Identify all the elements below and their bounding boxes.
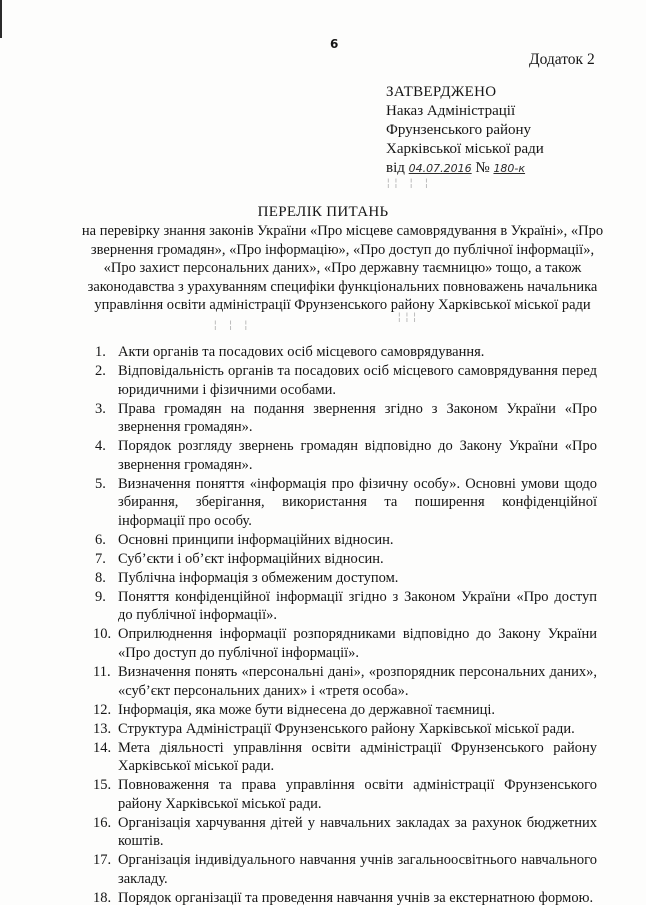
question-number: 4. <box>95 438 106 455</box>
approval-line: Наказ Адміністрації <box>386 103 516 119</box>
question-text: Визначення поняття «інформація про фізичну особу». Основні умови щодо збирання, зберігання, використання та поширення конфіденційної інформації про особу. <box>118 475 597 529</box>
questions-list <box>95 343 597 908</box>
question-number: 2. <box>95 362 106 379</box>
question-number: 9. <box>95 588 106 605</box>
question-item <box>95 569 597 588</box>
question-text: Акти органів та посадових осіб місцевого самоврядування. <box>118 344 485 360</box>
question-text: Оприлюднення інформації розпорядниками відповідно до Закону України «Про доступ до публічної інформації». <box>118 626 597 662</box>
question-item <box>95 663 597 700</box>
handwritten-date: 04.07.2016 <box>408 162 472 175</box>
question-number: 11. <box>93 664 111 680</box>
question-text: Визначення понять «персональні дані», «розпорядник персональних даних», «суб’єкт персональних даних» і «третя особа». <box>118 664 597 699</box>
approval-line: Фрунзенського району <box>386 122 532 138</box>
question-number: 5. <box>95 475 106 492</box>
question-text: Повноваження та права управління освіти адміністрації Фрунзенського району Харківської міської ради. <box>118 777 597 812</box>
page-number: 6 <box>330 37 339 51</box>
approval-line: Харківської міської ради <box>386 141 544 157</box>
question-item <box>95 588 597 625</box>
scan-artifact: ¦¦ ¦ ¦ <box>385 176 431 189</box>
question-number: 1. <box>95 344 106 360</box>
question-item <box>95 550 597 569</box>
document-subtitle: на перевірку знання законів України «Про місцеве самоврядування в Україні», «Про звернення громадян», «Про інформацію», «Про доступ до публічної інформації», «Про захист персональних даних», «Про державну таємницю» тощо, а також законодавства з урахуванням специфіки функціональних повноважень начальника управління освіти адміністрації Фрунзенського району Харківської міської ради <box>81 223 604 313</box>
question-number: 18. <box>93 889 112 906</box>
question-text: Відповідальність органів та посадових осіб місцевого самоврядування перед юридичними і фізичними особами. <box>118 362 597 398</box>
question-item <box>95 400 597 437</box>
question-text: Порядок розгляду звернень громадян відповідно до Закону України «Про звернення громадян». <box>118 438 597 473</box>
question-item <box>95 776 597 813</box>
scan-artifact: ¦ ¦ ¦ <box>212 318 251 331</box>
question-number: 13. <box>93 720 112 737</box>
approval-block <box>386 83 626 178</box>
question-item <box>95 475 597 531</box>
question-text: Порядок організації та проведення навчання учнів за екстернатною формою. <box>118 889 594 906</box>
question-item <box>95 437 597 474</box>
question-item <box>95 851 597 888</box>
question-number: 16. <box>93 814 112 831</box>
question-item <box>95 625 597 662</box>
question-text: Структура Адміністрації Фрунзенського району Харківської міської ради. <box>118 720 575 737</box>
appendix-label: Додаток 2 <box>529 51 595 68</box>
question-number: 12. <box>93 701 112 718</box>
question-text: Організація харчування дітей у навчальних закладах за рахунок бюджетних коштів. <box>118 814 597 850</box>
question-number: 6. <box>95 531 106 548</box>
question-number: 7. <box>95 550 106 567</box>
question-number: 17. <box>93 852 112 869</box>
question-text: Права громадян на подання звернення згідно з Законом України «Про звернення громадян». <box>118 400 597 436</box>
question-number: 15. <box>93 777 112 794</box>
document-title: ПЕРЕЛІК ПИТАНЬ <box>257 204 389 220</box>
question-item <box>95 362 597 399</box>
question-text: Поняття конфіденційної інформації згідно з Законом України «Про доступ до публічної інформації». <box>118 588 597 624</box>
scan-artifact: ¦¦¦ <box>396 310 419 323</box>
number-prefix: № <box>475 160 490 176</box>
scan-edge-mark <box>0 0 2 38</box>
question-text: Організація індивідуального навчання учнів загальноосвітнього навчального закладу. <box>118 852 597 887</box>
question-item <box>95 720 597 739</box>
question-text: Мета діяльності управління освіти адміністрації Фрунзенського району Харківської міської ради. <box>118 739 597 775</box>
question-item <box>95 814 597 851</box>
question-number: 14. <box>93 739 112 756</box>
question-text: Інформація, яка може бути віднесена до державної таємниці. <box>118 701 496 718</box>
question-text: Публічна інформація з обмеженим доступом. <box>118 569 399 586</box>
handwritten-number: 180-к <box>493 162 526 175</box>
question-number: 10. <box>93 626 112 643</box>
question-text: Суб’єкти і об’єкт інформаційних відносин. <box>118 550 384 567</box>
question-item <box>95 701 597 720</box>
question-number: 8. <box>95 569 106 586</box>
question-item <box>95 343 597 362</box>
question-text: Основні принципи інформаційних відносин. <box>118 531 394 548</box>
question-item <box>95 739 597 776</box>
question-number: 3. <box>95 400 106 417</box>
date-prefix: від <box>386 160 405 176</box>
approval-title: ЗАТВЕРДЖЕНО <box>386 84 497 100</box>
question-item <box>95 531 597 550</box>
